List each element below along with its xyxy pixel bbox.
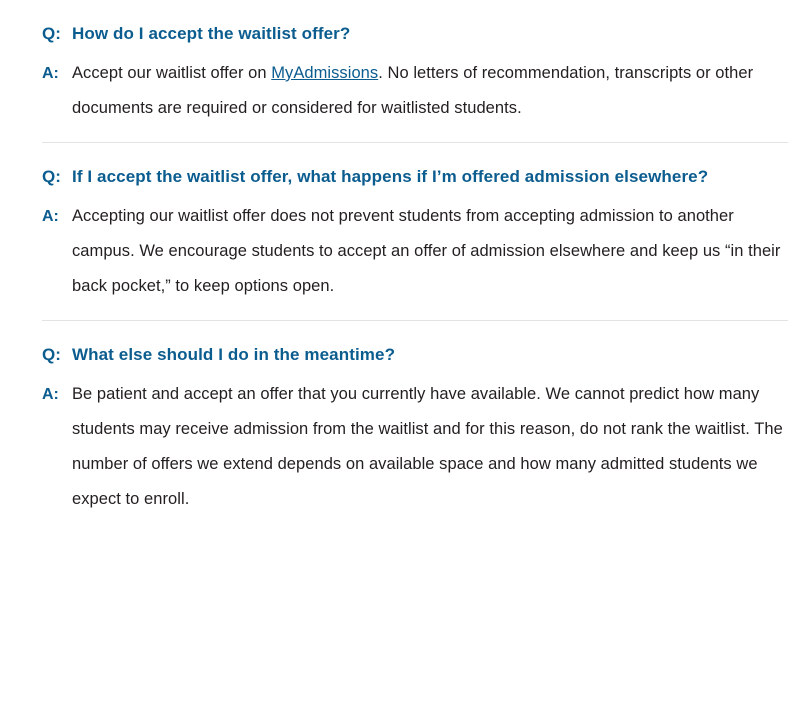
faq-question-text: What else should I do in the meantime? bbox=[72, 345, 396, 364]
faq-answer-text: Accepting our waitlist offer does not prevent students from accepting admission to another campus. We encourage students to accept an offer of admission elsewhere and keep us “in their back pocket,” to keep options open. bbox=[72, 207, 781, 295]
faq-question-row bbox=[42, 337, 788, 372]
question-marker: Q: bbox=[42, 345, 61, 364]
question-marker: Q: bbox=[42, 24, 61, 43]
answer-marker: A: bbox=[42, 386, 59, 403]
faq-answer-text bbox=[72, 56, 788, 126]
faq-question-text: How do I accept the waitlist offer? bbox=[72, 24, 351, 43]
myadmissions-link[interactable]: MyAdmissions bbox=[271, 64, 379, 82]
answer-text-before-link: Accept our waitlist offer on bbox=[72, 64, 272, 82]
answer-marker: A: bbox=[42, 65, 59, 82]
answer-marker: A: bbox=[42, 208, 59, 225]
faq-item bbox=[42, 0, 788, 126]
faq-question-text: If I accept the waitlist offer, what happens if I’m offered admission elsewhere? bbox=[72, 167, 709, 186]
faq-answer-row bbox=[42, 56, 788, 126]
faq-answer-row bbox=[42, 377, 788, 517]
answer-text-after-link: . No letters of recommendation, transcripts or other documents are required or considered for waitlisted students. bbox=[72, 64, 754, 117]
faq-question-row bbox=[42, 16, 788, 51]
faq-item bbox=[42, 320, 788, 531]
faq-question-row bbox=[42, 159, 788, 194]
faq-item bbox=[42, 142, 788, 304]
faq-answer-row bbox=[42, 199, 788, 304]
question-marker: Q: bbox=[42, 167, 61, 186]
faq-answer-text: Be patient and accept an offer that you currently have available. We cannot predict how many students may receive admission from the waitlist and for this reason, do not rank the waitlist. The number of offers we extend depends on available space and how many admitted students we expect to enroll. bbox=[72, 385, 783, 508]
